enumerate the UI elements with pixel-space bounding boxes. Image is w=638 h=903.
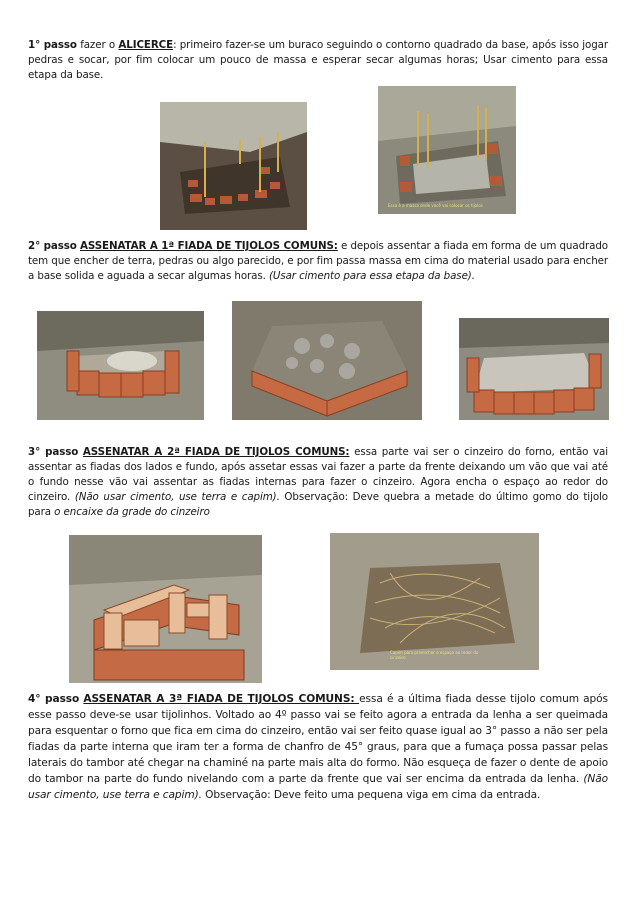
ashpit-bricks-photo <box>69 535 262 683</box>
step1-key: ALICERCE <box>118 39 174 51</box>
step1-lead: 1° passo <box>28 39 77 51</box>
foundation-caption: Essa é a massa onde você vai colocar os tijolos <box>388 203 483 208</box>
step2-paragraph <box>28 239 608 284</box>
step3-note: (Não usar cimento, use terra e capim). <box>74 491 280 503</box>
foundation-mortar-photo <box>378 86 516 214</box>
step2-text: e depois assentar a fiada em forma de um quadrado tem que encher de terra, pedras ou algo parecido, e por fim passa massa em cima do material usado para encher a base solida e aguada a secar algumas horas. <box>28 240 608 282</box>
step3-paragraph <box>28 445 608 520</box>
step2-key: ASSENATAR A 1ª FIADA DE TIJOLOS COMUNS: <box>80 240 338 252</box>
step1-paragraph <box>28 38 608 83</box>
step2-lead: 2° passo <box>28 240 77 252</box>
step4-text: essa é a última fiada desse tijolo comum após esse passo deve-se usar tijolinhos. Voltado ao 4º passo vai se feito agora a entrada da lenha a ser queimada para esquentar o forno que fica em cima do cinzeiro, então vai ser feito quase igual ao 3° passo a não ser pela fiadas da parte interna que iram ter a forma de chanfro de 45° graus, para que a fumaça possa passar pelas laterais do tambor até chegar na chaminé na parte mais alta do formo. Não esqueça de fazer o dente de apoio do tambor na parte do fundo nivelando com a parte da frente que vai ser encima da entrada da lenha. <box>28 693 608 785</box>
first-course-mortar-photo <box>459 318 609 420</box>
step4-obs: Observação: Deve feito uma pequena viga em cima da entrada. <box>201 789 541 801</box>
step2-note: (Usar cimento para essa etapa da base). <box>268 270 475 282</box>
step3-obs: Observação: Deve quebra a metade do último gomo do tijolo para <box>28 491 608 518</box>
first-course-filled-photo <box>232 301 422 420</box>
first-course-square-photo <box>37 311 204 420</box>
step4-key: ASSENATAR A 3ª FIADA DE TIJOLOS COMUNS: <box>83 693 360 705</box>
step3-lead: 3° passo <box>28 446 79 458</box>
foundation-trench-photo <box>160 102 307 230</box>
grass-filling-photo <box>330 533 539 670</box>
step1-mid: fazer o <box>76 39 119 51</box>
step4-lead: 4° passo <box>28 693 80 705</box>
step3-text: essa parte vai ser o cinzeiro do forno, então vai assentar as fiadas dos lados e fundo, após assetar essas vai fazer a parte da frente deixando um vão que vai até o fundo nesse vão vai assentar as fiadas internas para fazer o cinzeiro. Agora encha o espaço ao redor do cinzeiro. <box>28 446 608 503</box>
step3-obs-italic: o encaixe da grade do cinzeiro <box>54 506 210 518</box>
step4-paragraph <box>28 691 608 803</box>
step4-note: (Não usar cimento, use terra e capim). <box>28 773 608 801</box>
grass-caption: Capim para preencher o espaço ao redor do cinzeiro <box>390 650 479 660</box>
step1-text: : primeiro fazer-se um buraco seguindo o contorno quadrado da base, após isso jogar pedras e socar, por fim colocar um pouco de massa e esperar secar algumas horas; Usar cimento para essa etapa da base. <box>28 39 609 81</box>
step3-key: ASSENATAR A 2ª FIADA DE TIJOLOS COMUNS: <box>82 446 350 458</box>
